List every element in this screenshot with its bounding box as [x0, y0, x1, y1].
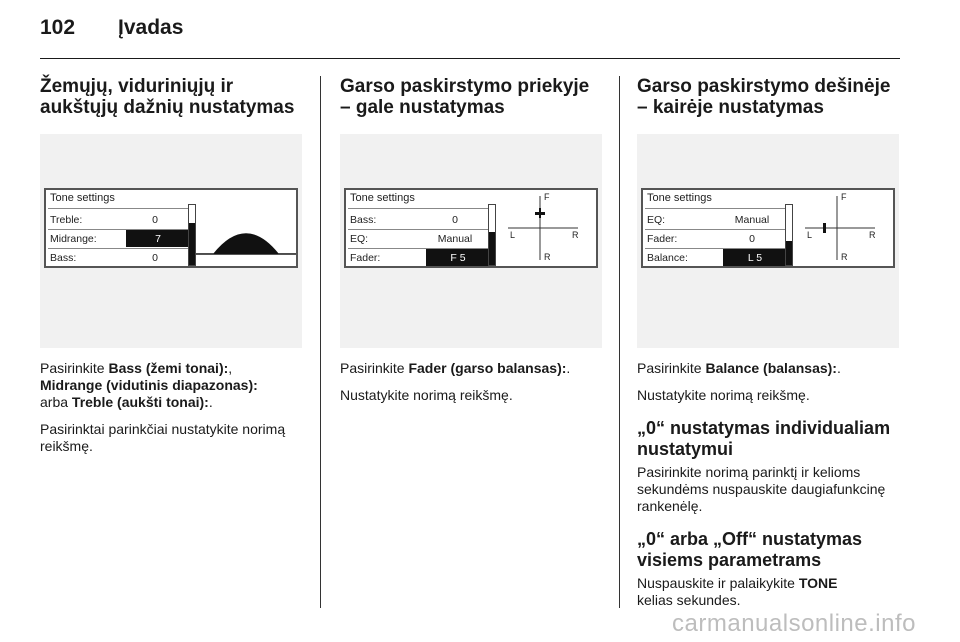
- row-balance-label: Balance:: [647, 251, 688, 264]
- axis-label-front: F: [544, 192, 550, 202]
- column-title: Žemųjų, viduriniųjų ir aukštųjų dažnių nustatymas: [40, 76, 295, 118]
- page-number: 102: [40, 16, 76, 39]
- subheading-individual-reset: „0“ nustatymas individualiam nustatymui: [637, 418, 891, 459]
- row-midrange-label: Midrange:: [50, 232, 97, 245]
- level-bar: [188, 204, 196, 266]
- column-divider-1: [320, 76, 321, 608]
- paragraph-select: Pasirinkite Balance (balansas):.: [637, 360, 841, 376]
- axis-label-rear: R: [841, 252, 848, 262]
- row-fader-label: Fader:: [350, 251, 381, 264]
- paragraph-adjust: Nustatykite norimą reikšmę.: [637, 387, 810, 403]
- tone-settings-panel: [44, 188, 298, 268]
- row-treble: Treble: 0: [50, 213, 158, 226]
- row-bass: Bass: 0: [350, 213, 458, 226]
- paragraph-individual-reset: Pasirinkite norimą parinktį ir kelioms sekundėms nuspauskite daugiafunkcinę rankenėlę.: [637, 464, 886, 514]
- axis-label-front: F: [841, 192, 847, 202]
- paragraph-adjust: Nustatykite norimą reikšmę.: [340, 387, 513, 403]
- paragraph-all-reset: Nuspauskite ir palaikykite TONE kelias sekundes.: [637, 575, 838, 608]
- row-midrange-value: 7: [126, 230, 190, 247]
- row-eq: EQ: Manual: [647, 213, 770, 226]
- watermark: carmanualsonline.info: [672, 610, 916, 637]
- row-eq: EQ: Manual: [350, 232, 473, 245]
- axis-label-right: R: [572, 230, 579, 240]
- header-divider: [40, 58, 900, 59]
- level-bar: [785, 204, 793, 266]
- tone-settings-screenshot: [40, 134, 302, 348]
- row-fader-value: F 5: [426, 249, 490, 266]
- paragraph-select: Pasirinkite Bass (žemi tonai):, Midrange (vidutinis diapazonas): arba Treble (aukšti tonai):.: [40, 360, 258, 410]
- divider: [348, 208, 493, 209]
- panel-title: Tone settings: [50, 192, 115, 204]
- level-bar: [488, 204, 496, 266]
- axis-label-left: L: [510, 230, 516, 240]
- axis-label-rear: R: [544, 252, 551, 262]
- panel-title: Tone settings: [647, 192, 712, 204]
- column-treble-midrange-bass: [40, 76, 302, 465]
- tone-settings-panel: [641, 188, 895, 268]
- tone-settings-screenshot: [340, 134, 602, 348]
- subheading-all-reset: „0“ arba „Off“ nustatymas visiems parametrams: [637, 529, 863, 570]
- tone-settings-screenshot: [637, 134, 899, 348]
- column-divider-2: [619, 76, 620, 608]
- eq-curve-icon: [196, 220, 296, 260]
- panel-title: Tone settings: [350, 192, 415, 204]
- column-balance: [637, 76, 899, 619]
- axis-label-right: R: [869, 230, 876, 240]
- row-balance-value: L 5: [723, 249, 787, 266]
- paragraph-adjust: Pasirinktai parinkčiai nustatykite norimą reikšmę.: [40, 421, 286, 454]
- divider: [645, 208, 790, 209]
- axis-label-left: L: [807, 230, 813, 240]
- column-title: Garso paskirstymo priekyje – gale nustatymas: [340, 76, 590, 118]
- section-title: Įvadas: [118, 16, 184, 39]
- column-title: Garso paskirstymo dešinėje – kairėje nustatymas: [637, 76, 891, 118]
- row-bass: Bass: 0: [50, 251, 158, 264]
- column-fader: [340, 76, 602, 414]
- tone-settings-panel: [344, 188, 598, 268]
- paragraph-select: Pasirinkite Fader (garso balansas):.: [340, 360, 571, 376]
- page-header: [40, 16, 183, 50]
- row-fader: Fader: 0: [647, 232, 755, 245]
- divider: [48, 208, 193, 209]
